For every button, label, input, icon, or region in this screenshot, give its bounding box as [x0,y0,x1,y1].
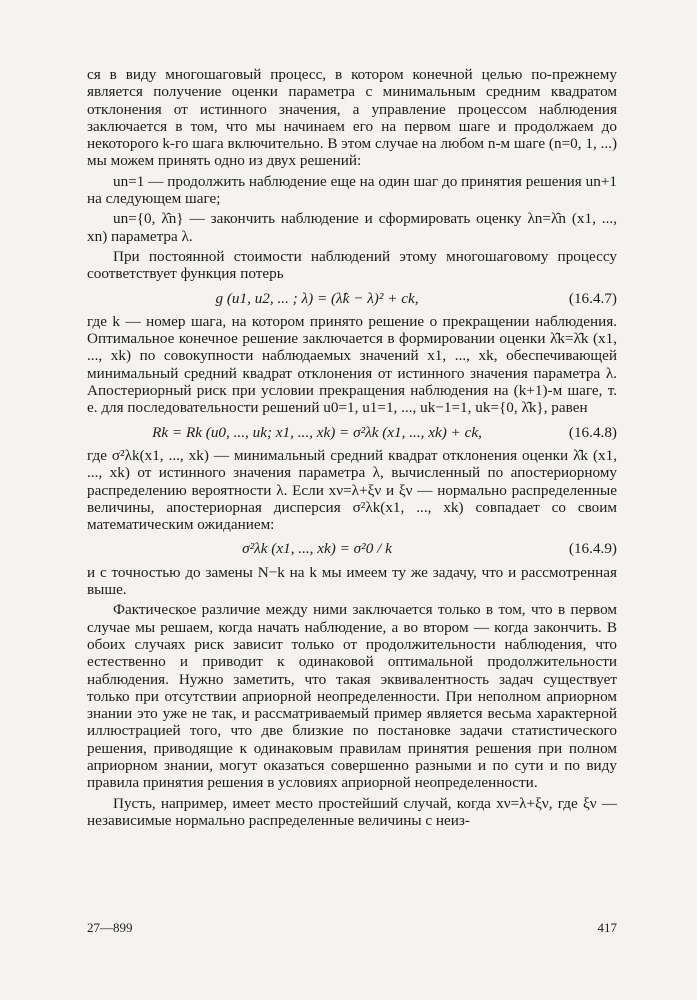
paragraph-example: Пусть, например, имеет место простейший случай, когда xν=λ+ξν, где ξν — независимые нормально распределенные величины с неиз- [87,794,617,829]
paragraph-optimal-decision: где k — номер шага, на котором принято решение о прекращении наблюдения. Оптимальное конечное решение заключается в формировании оценки λ̂k=λ̂k (x1, ..., xk) по совокупности наблюдаемых значений x1, ..., xk, обеспечивающей минимальный средний квадрат отклонения от истинного значения параметра λ. Апостериорный риск при условии прекращения наблюдения на (k+1)-м шаге, т. е. для последовательности решений u0=1, u1=1, ..., uk−1=1, uk={0, λ̂k}, равен [87,312,617,417]
equation-16-4-8 [87,424,617,441]
paragraph-variance: где σ²λk(x1, ..., xk) — минимальный средний квадрат отклонения оценки λ̂k (x1, ..., xk) от истинного значения параметра λ, вычисленный по апостериорному распределению вероятности λ. Если xν=λ+ξν и ξν — нормально распределенные величины, апостериорная дисперсия σ²λk(x1, ..., xk) совпадает со своим математическим ожиданием: [87,446,617,534]
paragraph-decision-continue: un=1 — продолжить наблюдение еще на один шаг до принятия решения un+1 на следующем шаге; [87,172,617,208]
equation-body: σ²λk (x1, ..., xk) = σ²0 / k [242,540,392,558]
paragraph-1: ся в виду многошаговый процесс, в котором конечной целью по-прежнему является получение оценки параметра с минимальным средним квадратом отклонения от истинного значения, а управление процессом наблюдения заключается в том, что мы начинаем его на первом шаге и продолжаем до некоторого k-го шага включительно. В этом случае на любом n-м шаге (n=0, 1, ...) мы можем принять одно из двух решений: [87,66,617,170]
paragraph-decision-stop: un={0, λ̂n} — закончить наблюдение и сформировать оценку λn=λ̂n (x1, ..., xn) параметра λ. [87,210,617,245]
equation-16-4-7 [87,290,617,307]
page-footer [87,920,617,936]
printer-signature: 27—899 [87,920,133,935]
equation-body: Rk = Rk (u0, ..., uk; x1, ..., xk) = σ²λk (x1, ..., xk) + ck, [152,423,482,441]
equation-body: g (u1, u2, ... ; λ) = (λ̂k − λ)² + ck, [215,289,419,307]
page-text [87,66,617,829]
paragraph-same-problem: и с точностью до замены N−k на k мы имеем ту же задачу, что и рассмотренная выше. [87,563,617,599]
paragraph-difference: Фактическое различие между ними заключается только в том, что в первом случае мы решаем, когда начать наблюдение, а во втором — когда закончить. В обоих случаях риск зависит только от продолжительности наблюдения, что естественно и приводит к одинаковой оптимальной продолжительности наблюдения. Нужно заметить, что такая эквивалентность задач существует только при отсутствии априорной неопределенности. При неполном априорном знании это уже не так, и рассматриваемый пример является весьма характерной иллюстрацией того, что две близкие по постановке задачи статистического решения, приводящие к одинаковым правилам принятия решения при полном априорном знании, могут оказаться совершенно разными и по сути и по виду правила принятия решения в условиях априорной неопределенности. [87,601,617,792]
equation-16-4-9 [87,540,617,557]
paragraph-loss-intro: При постоянной стоимости наблюдений этому многошаговому процессу соответствует функция потерь [87,247,617,283]
equation-number: (16.4.8) [568,423,617,441]
page-number: 417 [597,920,617,935]
equation-number: (16.4.7) [568,289,617,307]
equation-number: (16.4.9) [568,540,617,558]
